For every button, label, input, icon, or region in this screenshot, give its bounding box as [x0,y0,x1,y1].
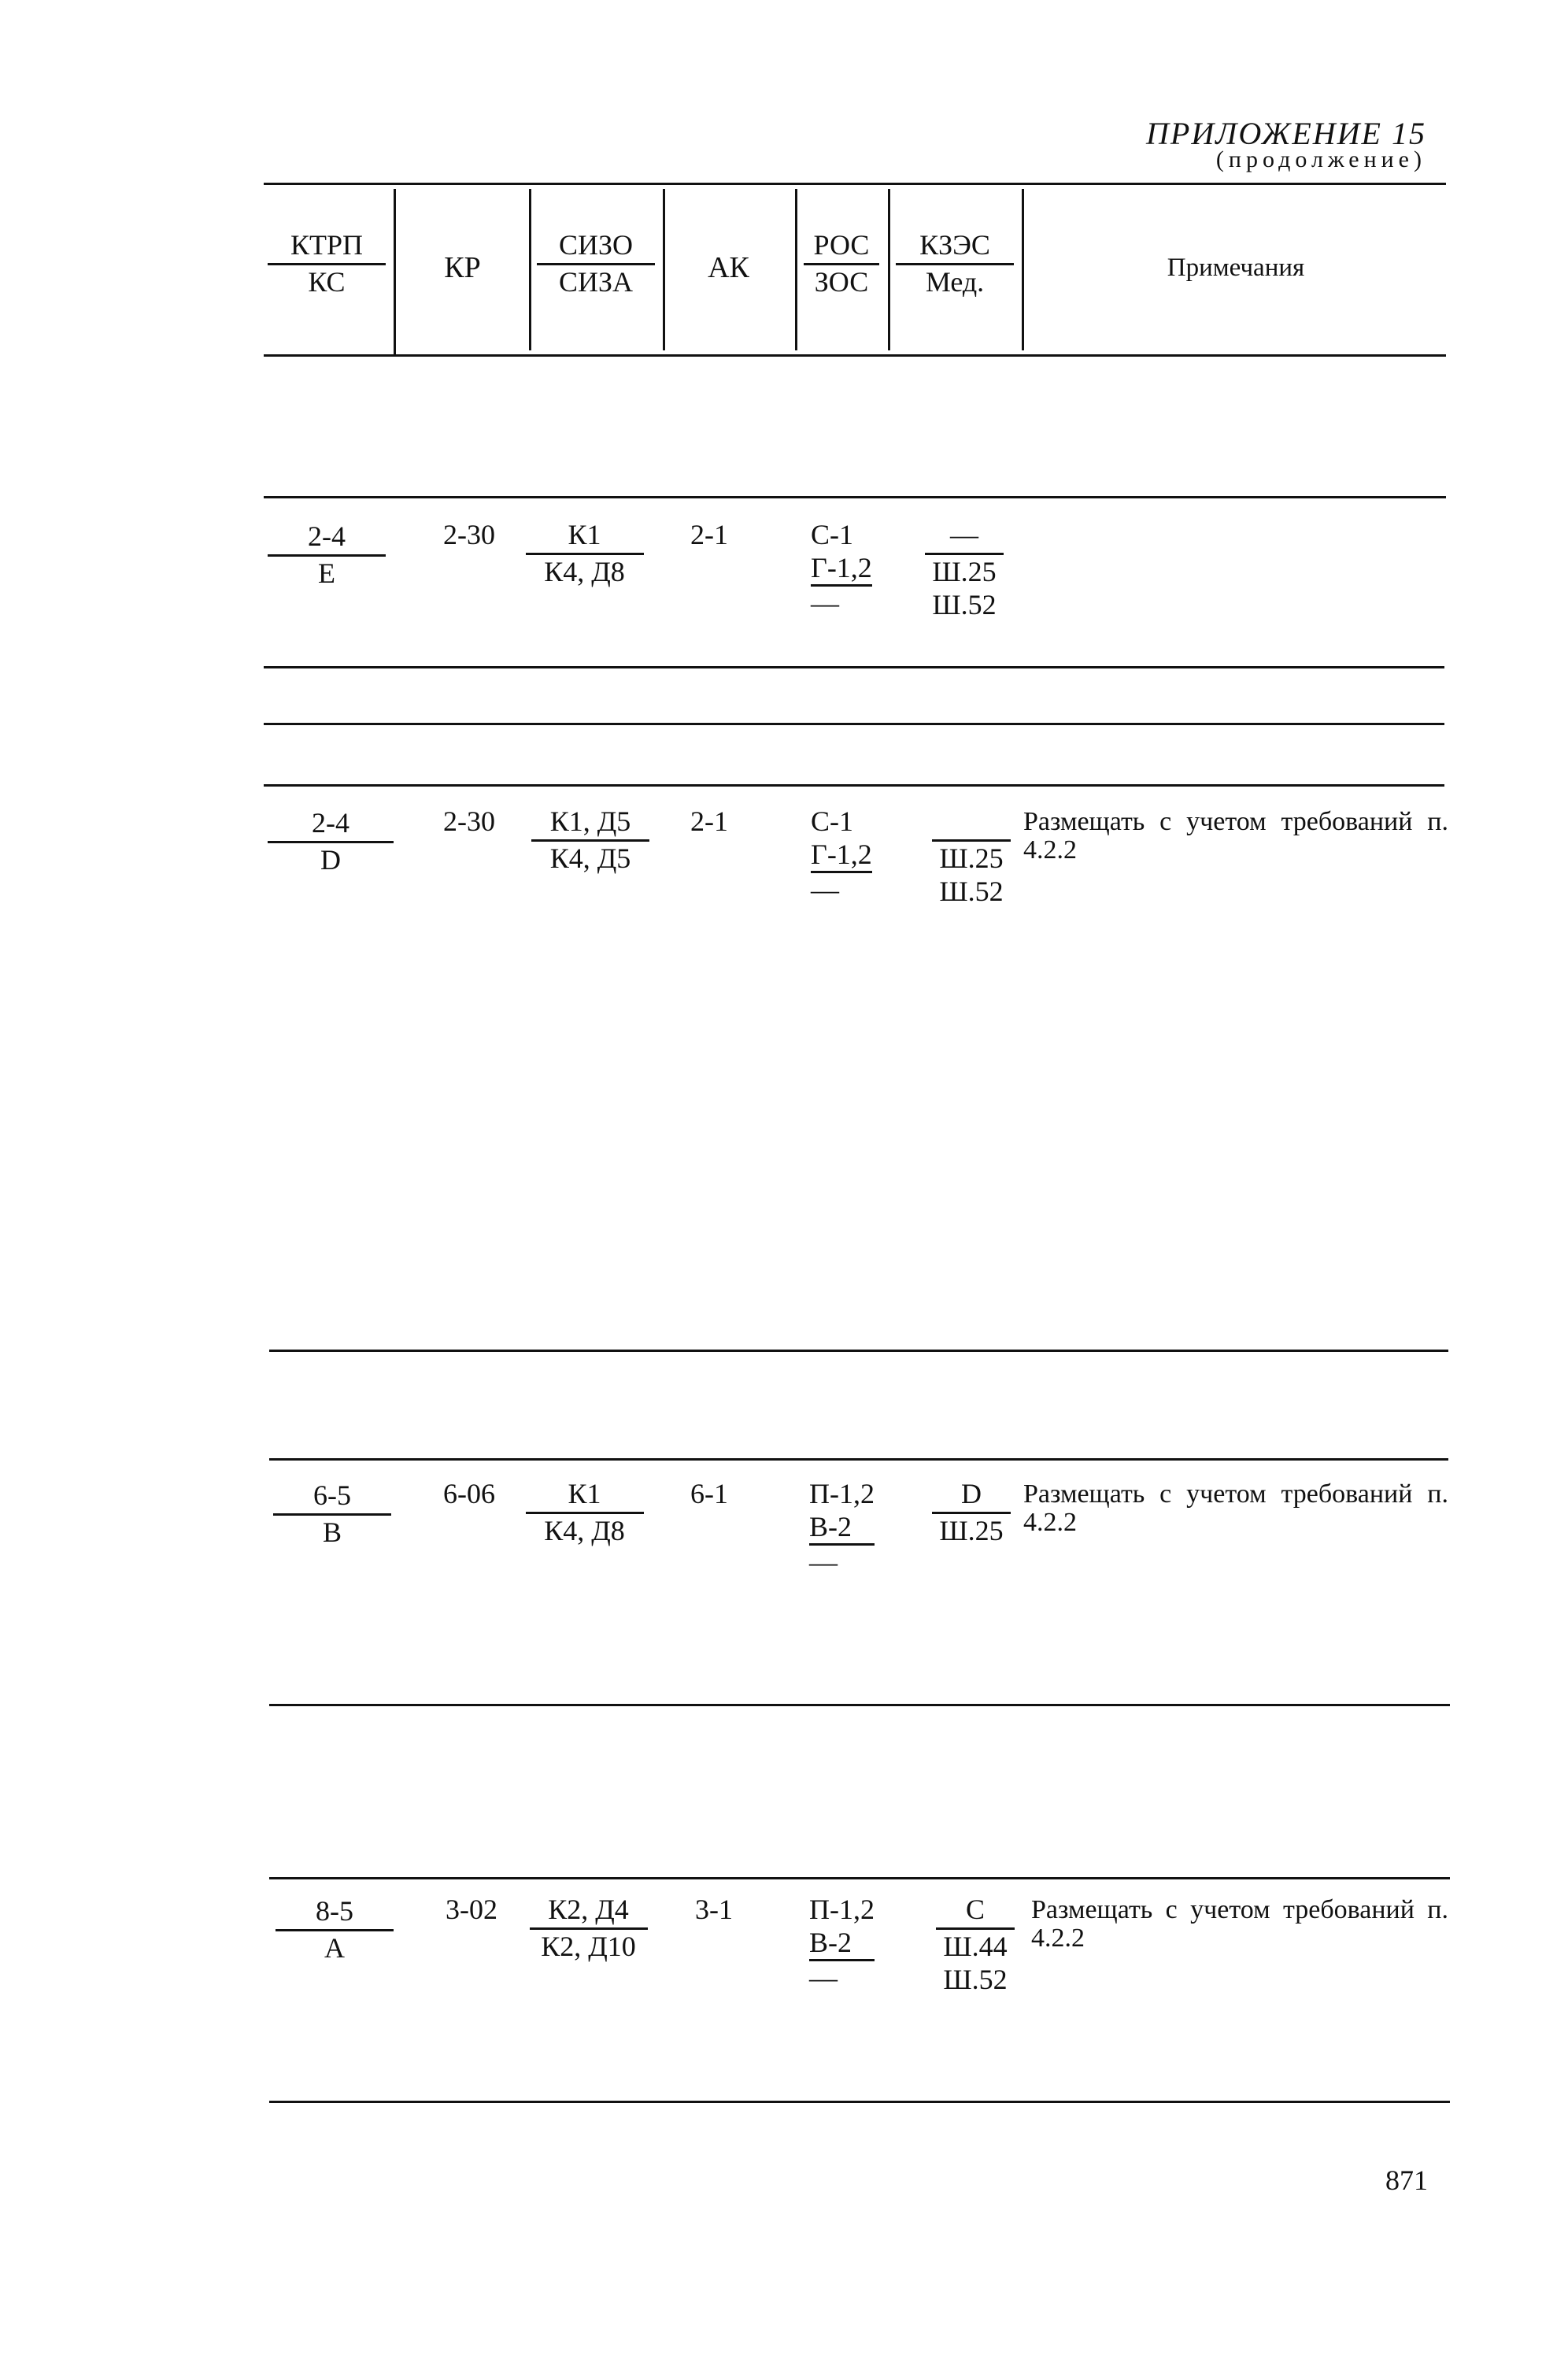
appendix-subtitle: (продолжение) [1215,146,1426,172]
section-rule [269,1458,1448,1461]
cell-ktrp-ks: 2-4 E [264,520,390,590]
header-ros-zos: РОС ЗОС [798,228,885,298]
cell-ktrp-ks: 2-4 D [264,806,398,876]
cell-ktrp-ks: 6-5 B [269,1479,395,1549]
col-divider [394,189,396,354]
cell-note: Размещать с учетом требований п. 4.2.2 [1023,1479,1448,1537]
cell-kzes-med: D Ш.25 [932,1477,1011,1547]
table-bottom-rule [269,2101,1450,2103]
cell-kzes-med: С Ш.44 Ш.52 [932,1893,1019,1996]
col-divider [795,189,797,350]
cell-ak: 3-1 [695,1894,733,1925]
page-number: 871 [1385,2164,1428,2196]
cell-ros: П-1,2 В-2 — [809,1894,875,1994]
header-kr: КР [444,251,481,284]
col-divider [1022,189,1024,350]
cell-note: Размещать с учетом требований п. 4.2.2 [1023,807,1448,865]
cell-ak: 2-1 [690,805,728,837]
header-sizo-siza: СИЗО СИЗА [534,228,658,298]
cell-kzes-med: Ш.25 Ш.52 [932,805,1011,908]
cell-sizo-siza: К1 К4, Д8 [516,1477,653,1547]
col-divider [888,189,890,350]
section-rule [269,1877,1450,1879]
header-notes: Примечания [1167,254,1305,282]
cell-sizo-siza: К1, Д5 К4, Д5 [527,805,653,875]
section-rule [264,496,1446,498]
cell-ros: С-1 Г-1,2 — [811,805,872,905]
section-rule [269,1704,1450,1706]
table-header-bottom-rule [264,354,1446,357]
cell-ktrp-ks: 8-5 A [272,1894,398,1964]
cell-note: Размещать с учетом требований п. 4.2.2 [1031,1895,1448,1953]
cell-ak: 2-1 [690,519,728,550]
appendix-title: ПРИЛОЖЕНИЕ 15 [1146,116,1426,151]
section-rule [264,666,1444,668]
cell-kzes-med: — Ш.25 Ш.52 [921,518,1008,621]
cell-kr: 6-06 [443,1478,495,1509]
cell-kr: 2-30 [443,805,495,837]
cell-ak: 6-1 [690,1478,728,1509]
cell-sizo-siza: К2, Д4 К2, Д10 [520,1893,657,1963]
cell-ros: С-1 Г-1,2 — [811,519,872,619]
section-rule [269,1350,1448,1352]
cell-kr: 2-30 [443,519,495,550]
header-ak: АК [708,251,749,284]
section-rule [264,784,1444,787]
col-divider [663,189,665,350]
cell-sizo-siza: К1 К4, Д8 [516,518,653,588]
header-ktrp-ks: КТРП КС [264,228,390,298]
col-divider [529,189,531,350]
table-top-rule [264,183,1446,185]
header-kzes-med: КЗЭС Мед. [893,228,1017,298]
cell-kr: 3-02 [446,1894,497,1925]
cell-ros: П-1,2 В-2 — [809,1478,875,1578]
section-rule [264,723,1444,725]
